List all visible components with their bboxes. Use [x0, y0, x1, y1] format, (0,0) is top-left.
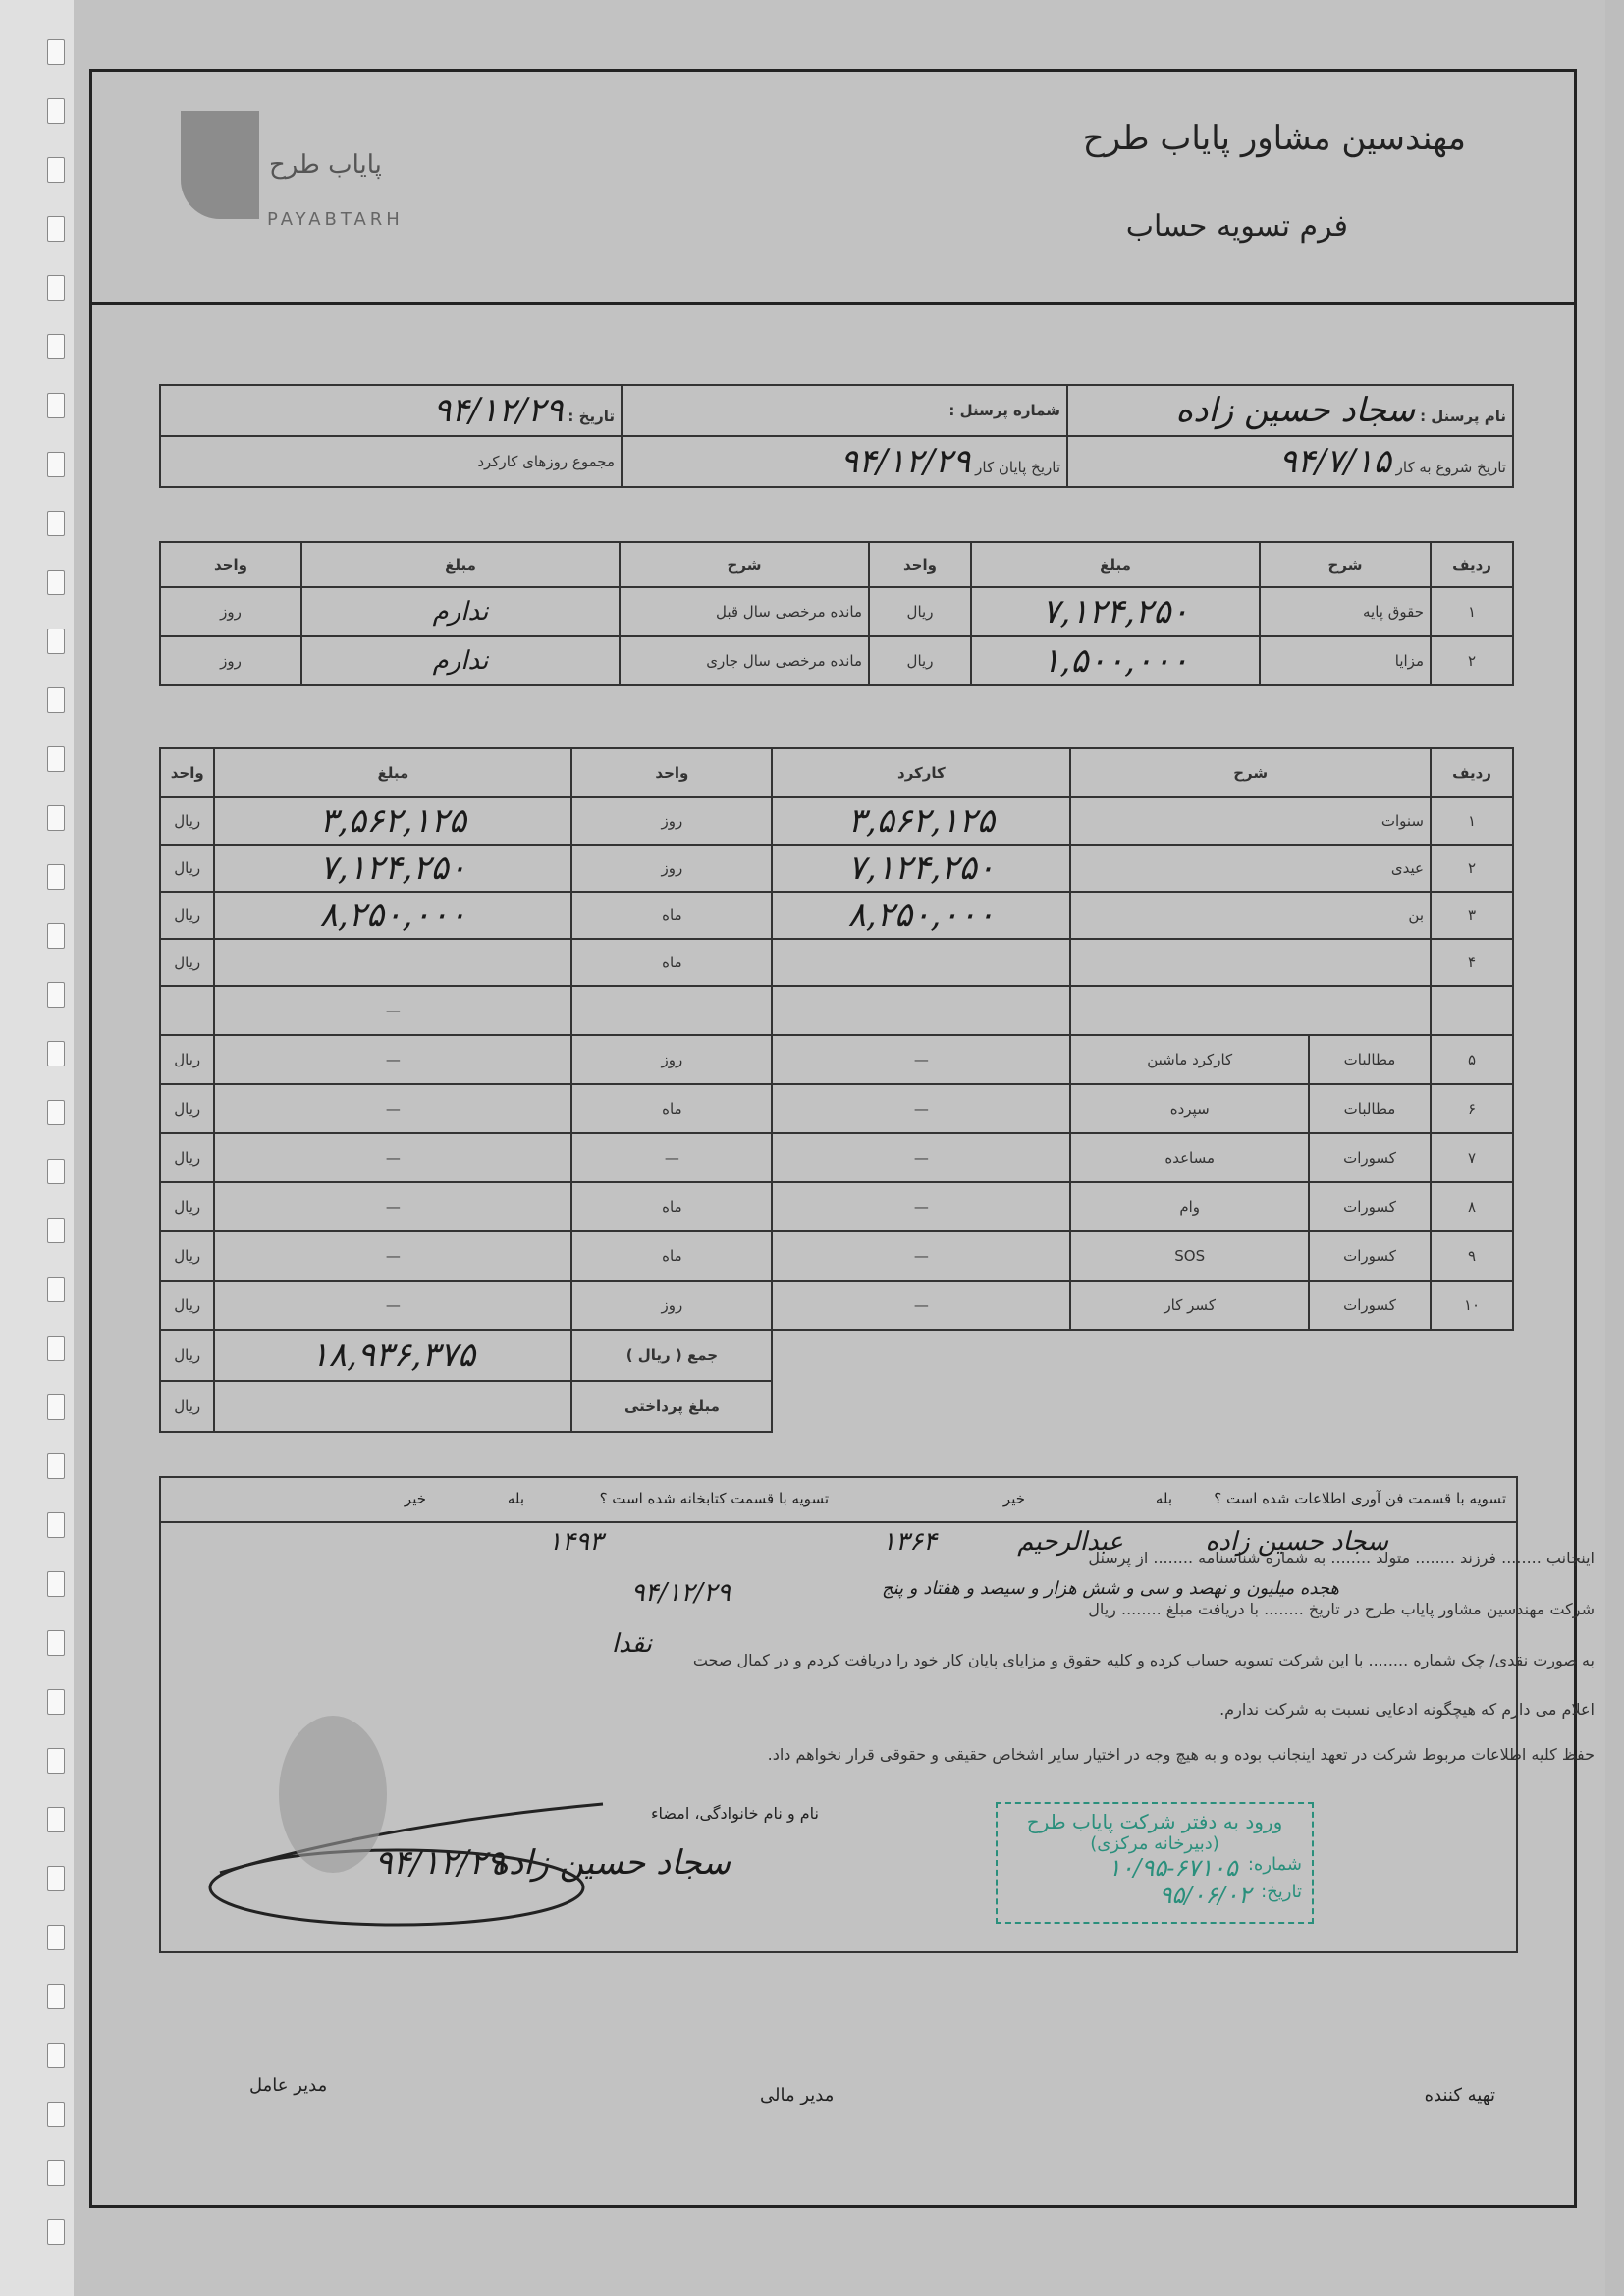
binder-hole: [47, 805, 65, 831]
stamp-number-value: ۱۰/۹۵-۶۷۱۰۵: [1108, 1854, 1238, 1882]
date-label: تاریخ :: [568, 408, 615, 425]
row-unit2: ریال: [160, 845, 214, 892]
row-category: مطالبات: [1309, 1084, 1431, 1133]
binder-hole: [47, 452, 65, 477]
date-value: ۹۴/۱۲/۲۹: [433, 391, 564, 430]
binder-hole: [47, 2160, 65, 2186]
end-date-cell: [622, 436, 1067, 487]
row-desc: مساعده: [1070, 1133, 1309, 1182]
declaration-box: [159, 1519, 1595, 1953]
row-number: ۲: [1431, 845, 1513, 892]
finance-manager-label: مدیر مالی: [760, 2085, 835, 2105]
declaration-line-1: اینجانب ........ فرزند ........ متولد ........ به شماره شناسنامه ........ از پرسنل: [1088, 1549, 1595, 1567]
binder-hole: [47, 1277, 65, 1302]
row-desc: حقوق پایه: [1260, 587, 1431, 636]
row-unit2: ریال: [160, 1231, 214, 1281]
fingerprint-icon: [269, 1706, 397, 1883]
header-cell: واحد: [571, 748, 772, 797]
row-work: —: [772, 1231, 1070, 1281]
row-work: —: [772, 1281, 1070, 1330]
name-value: سجاد حسین زاده: [1175, 391, 1416, 430]
library-no-option[interactable]: خیر: [404, 1490, 426, 1507]
binder-hole: [47, 1630, 65, 1656]
row-unit2: ریال: [160, 1084, 214, 1133]
form-title: فرم تسویه حساب: [1125, 209, 1348, 244]
row-desc: [1070, 939, 1431, 986]
header-cell: مبلغ: [301, 542, 620, 587]
row-number: ۶: [1431, 1084, 1513, 1133]
row-work: [772, 939, 1070, 986]
end-date-label: تاریخ پایان کار: [975, 459, 1060, 476]
row-number: ۱: [1431, 797, 1513, 845]
declaration-line-5: حفظ کلیه اطلاعات مربوط شرکت در تعهد اینجانب بوده و به هیچ وجه در اختیار سایر اشخاص حقیقی و حقوقی قرار نخواهم داد.: [767, 1745, 1595, 1764]
binder-hole: [47, 2219, 65, 2245]
header-cell: شرح: [1260, 542, 1431, 587]
it-yes-option[interactable]: بله: [1155, 1490, 1172, 1507]
salary-table: [159, 541, 1514, 686]
library-question: تسویه با قسمت کتابخانه شده است ؟: [599, 1490, 829, 1507]
row-unit2: روز: [160, 636, 301, 685]
binder-hole: [47, 629, 65, 654]
row-unit2: [160, 986, 214, 1035]
row-unit2: ریال: [160, 1133, 214, 1182]
personnel-no-cell: [622, 385, 1067, 436]
row-unit2: ریال: [160, 1182, 214, 1231]
row-number: ۴: [1431, 939, 1513, 986]
row-amount: —: [214, 1182, 571, 1231]
row-unit2: روز: [160, 587, 301, 636]
stamp-number-label: شماره:: [1247, 1854, 1302, 1875]
row-desc: کارکرد ماشین: [1070, 1035, 1309, 1084]
row-desc: کسر کار: [1070, 1281, 1309, 1330]
binder-hole: [47, 216, 65, 242]
row-desc: سنوات: [1070, 797, 1431, 845]
row-amount: ۱,۵۰۰,۰۰۰: [971, 636, 1260, 685]
row-amount: ۷,۱۲۴,۲۵۰: [214, 845, 571, 892]
start-date-cell: [1067, 436, 1513, 487]
row-unit: ریال: [869, 636, 971, 685]
row-number: ۵: [1431, 1035, 1513, 1084]
row-number: ۳: [1431, 892, 1513, 939]
row-work: —: [772, 1182, 1070, 1231]
header-cell: ردیف: [1431, 748, 1513, 797]
row-amount: —: [214, 986, 571, 1035]
name-cell: [1067, 385, 1513, 436]
header-cell: شرح: [1070, 748, 1431, 797]
row-unit: ماه: [571, 1231, 772, 1281]
binder-hole: [47, 1453, 65, 1479]
settlement-table: [159, 747, 1514, 1433]
row-unit: ماه: [571, 892, 772, 939]
stamp-line-1: ورود به دفتر شرکت پایاب طرح: [1026, 1810, 1283, 1833]
row-desc2: مانده مرخصی سال قبل: [620, 587, 869, 636]
logo-mark-icon: [181, 111, 259, 219]
table-row: [160, 1035, 1513, 1084]
row-desc: SOS: [1070, 1231, 1309, 1281]
table-row: [160, 1133, 1513, 1182]
header-cell: مبلغ: [971, 542, 1260, 587]
paid-row: [160, 1381, 1513, 1432]
row-amount: ۸,۲۵۰,۰۰۰: [214, 892, 571, 939]
binder-hole: [47, 1041, 65, 1066]
binder-hole: [47, 982, 65, 1008]
total-unit: ریال: [160, 1330, 214, 1381]
form-header: [92, 72, 1574, 305]
start-date-label: تاریخ شروع به کار: [1395, 459, 1506, 476]
row-amount: ۷,۱۲۴,۲۵۰: [971, 587, 1260, 636]
row-unit: ریال: [869, 587, 971, 636]
hw-father: عبدالرحیم: [1017, 1527, 1123, 1557]
settlement-header-row: [160, 748, 1513, 797]
table-row: [160, 845, 1513, 892]
table-row: [160, 1231, 1513, 1281]
total-value: ۱۸,۹۳۶,۳۷۵: [214, 1330, 571, 1381]
total-row: [160, 1330, 1513, 1381]
signature-date: ۹۴/۱۲/۲۹: [374, 1843, 505, 1883]
row-unit2: ریال: [160, 1281, 214, 1330]
binder-hole: [47, 1100, 65, 1125]
questions-row: [159, 1476, 1518, 1523]
row-work: —: [772, 1035, 1070, 1084]
row-work: ۳,۵۶۲,۱۲۵: [772, 797, 1070, 845]
row-desc2: مانده مرخصی سال جاری: [620, 636, 869, 685]
row-number: ۱: [1431, 587, 1513, 636]
row-unit: ماه: [571, 1182, 772, 1231]
binder-hole: [47, 1218, 65, 1243]
signature-label: نام و نام خانوادگی، امضاء: [651, 1804, 819, 1823]
empty-cell: [772, 1330, 1513, 1381]
row-work: ۷,۱۲۴,۲۵۰: [772, 845, 1070, 892]
salary-header-row: [160, 542, 1513, 587]
binder-hole: [47, 1336, 65, 1361]
row-amount: —: [214, 1231, 571, 1281]
binder-hole: [47, 570, 65, 595]
row-amount2: ندارم: [301, 636, 620, 685]
binder-strip: [0, 0, 74, 2296]
signature-name: سجاد حسین زاده: [491, 1843, 731, 1883]
binder-hole: [47, 1866, 65, 1891]
end-date-value: ۹۴/۱۲/۲۹: [839, 442, 971, 481]
row-amount: ۳,۵۶۲,۱۲۵: [214, 797, 571, 845]
binder-hole: [47, 511, 65, 536]
row-amount: —: [214, 1084, 571, 1133]
binder-hole: [47, 2102, 65, 2127]
personnel-info-table: [159, 384, 1514, 488]
header-cell: واحد: [160, 542, 301, 587]
table-row: [160, 892, 1513, 939]
table-row: [160, 1084, 1513, 1133]
binder-hole: [47, 1925, 65, 1950]
declaration-line-3: به صورت نقدی/ چک شماره ........ با این شرکت تسویه حساب کرده و کلیه حقوق و مزایای پایان کار خود را دریافت کردم و در کمال صحت: [692, 1651, 1595, 1669]
binder-hole: [47, 334, 65, 359]
binder-hole: [47, 1159, 65, 1184]
empty-cell: [772, 1381, 1513, 1432]
row-unit: روز: [571, 845, 772, 892]
table-row: [160, 1281, 1513, 1330]
row-unit2: ریال: [160, 939, 214, 986]
row-unit: روز: [571, 1035, 772, 1084]
row-unit: [571, 986, 772, 1035]
row-desc: بن: [1070, 892, 1431, 939]
declaration-line-4: اعلام می دارم که هیچگونه ادعایی نسبت به شرکت ندارم.: [1219, 1700, 1595, 1719]
binder-hole: [47, 1807, 65, 1832]
row-amount: —: [214, 1281, 571, 1330]
row-unit2: ریال: [160, 1035, 214, 1084]
header-cell: واحد: [869, 542, 971, 587]
binder-hole: [47, 923, 65, 949]
personnel-no-label: شماره پرسنل :: [948, 402, 1060, 419]
binder-hole: [47, 275, 65, 301]
row-desc: سپرده: [1070, 1084, 1309, 1133]
binder-hole: [47, 39, 65, 65]
table-row: [160, 636, 1513, 685]
row-unit2: ریال: [160, 892, 214, 939]
binder-hole: [47, 157, 65, 183]
row-unit: —: [571, 1133, 772, 1182]
binder-hole: [47, 2043, 65, 2068]
hw-name: سجاد حسین زاده: [1205, 1527, 1388, 1557]
hw-payment: نقدا: [611, 1629, 652, 1659]
row-unit: ماه: [571, 939, 772, 986]
paid-unit: ریال: [160, 1381, 214, 1432]
binder-hole: [47, 1748, 65, 1774]
form-frame: [89, 69, 1595, 2208]
table-row: [160, 939, 1513, 986]
name-label: نام پرسنل :: [1420, 408, 1506, 425]
library-yes-option[interactable]: بله: [507, 1490, 524, 1507]
preparer-label: تهیه کننده: [1424, 2085, 1495, 2105]
start-date-value: ۹۴/۷/۱۵: [1278, 442, 1391, 481]
table-row: [160, 1182, 1513, 1231]
row-desc: وام: [1070, 1182, 1309, 1231]
date-cell: [160, 385, 622, 436]
row-amount: [214, 939, 571, 986]
hw-amount: هجده میلیون و نهصد و سی و شش هزار و سیصد و هفتاد و پنج: [882, 1578, 1339, 1599]
hw-birth: ۱۳۶۴: [882, 1527, 937, 1557]
ceo-label: مدیر عامل: [249, 2075, 328, 2096]
row-desc: [1070, 986, 1431, 1035]
company-logo: [181, 111, 456, 239]
binder-hole: [47, 1689, 65, 1715]
row-work: —: [772, 1133, 1070, 1182]
row-number: ۱۰: [1431, 1281, 1513, 1330]
it-question: تسویه با قسمت فن آوری اطلاعات شده است ؟: [1214, 1490, 1506, 1507]
header-cell: ردیف: [1431, 542, 1513, 587]
row-category: کسورات: [1309, 1182, 1431, 1231]
stamp-line-2: (دبیرخانه مرکزی): [1090, 1833, 1219, 1854]
binder-hole: [47, 864, 65, 890]
row-amount: —: [214, 1133, 571, 1182]
row-work: ۸,۲۵۰,۰۰۰: [772, 892, 1070, 939]
row-amount2: ندارم: [301, 587, 620, 636]
row-category: کسورات: [1309, 1231, 1431, 1281]
paid-label: مبلغ پرداختی: [571, 1381, 772, 1432]
table-row: [160, 986, 1513, 1035]
binder-hole: [47, 1571, 65, 1597]
row-unit: ماه: [571, 1084, 772, 1133]
row-desc: عیدی: [1070, 845, 1431, 892]
table-row: [160, 797, 1513, 845]
form-sheet: [74, 0, 1605, 2296]
binder-hole: [47, 746, 65, 772]
logo-text-en: PAYABTARH: [267, 209, 404, 230]
total-label: جمع ( ریال ): [571, 1330, 772, 1381]
stamp-date-value: ۹۵/۰۶/۰۲: [1159, 1882, 1252, 1909]
binder-hole: [47, 1394, 65, 1420]
company-name: مهندسین مشاور پایاب طرح: [1082, 119, 1466, 158]
row-number: ۸: [1431, 1182, 1513, 1231]
signature-scribble-icon: [190, 1794, 701, 1941]
row-number: ۹: [1431, 1231, 1513, 1281]
row-unit: روز: [571, 797, 772, 845]
row-category: کسورات: [1309, 1281, 1431, 1330]
binder-hole: [47, 687, 65, 713]
row-work: [772, 986, 1070, 1035]
row-category: مطالبات: [1309, 1035, 1431, 1084]
row-number: ۲: [1431, 636, 1513, 685]
row-work: —: [772, 1084, 1070, 1133]
registration-stamp: [996, 1802, 1314, 1924]
header-cell: کارکرد: [772, 748, 1070, 797]
header-cell: شرح: [620, 542, 869, 587]
header-cell: مبلغ: [214, 748, 571, 797]
it-no-option[interactable]: خیر: [1002, 1490, 1025, 1507]
row-unit: روز: [571, 1281, 772, 1330]
workdays-cell: [160, 436, 622, 487]
logo-text-fa: پایاب طرح: [269, 150, 382, 180]
binder-hole: [47, 393, 65, 418]
row-number: ۷: [1431, 1133, 1513, 1182]
hw-date: ۹۴/۱۲/۲۹: [630, 1578, 731, 1608]
paid-value: [214, 1381, 571, 1432]
binder-hole: [47, 98, 65, 124]
row-category: کسورات: [1309, 1133, 1431, 1182]
header-cell: واحد: [160, 748, 214, 797]
declaration-line-2: شرکت مهندسین مشاور پایاب طرح در تاریخ ........ با دریافت مبلغ ........ ریال: [1088, 1600, 1595, 1618]
row-unit2: ریال: [160, 797, 214, 845]
row-desc: مزایا: [1260, 636, 1431, 685]
stamp-date-label: تاریخ:: [1261, 1882, 1302, 1902]
hw-id: ۱۴۹۳: [548, 1527, 603, 1557]
row-amount: —: [214, 1035, 571, 1084]
table-row: [160, 587, 1513, 636]
binder-hole: [47, 1512, 65, 1538]
binder-hole: [47, 1984, 65, 2009]
workdays-label: مجموع روزهای کارکرد: [477, 453, 615, 470]
row-number: [1431, 986, 1513, 1035]
